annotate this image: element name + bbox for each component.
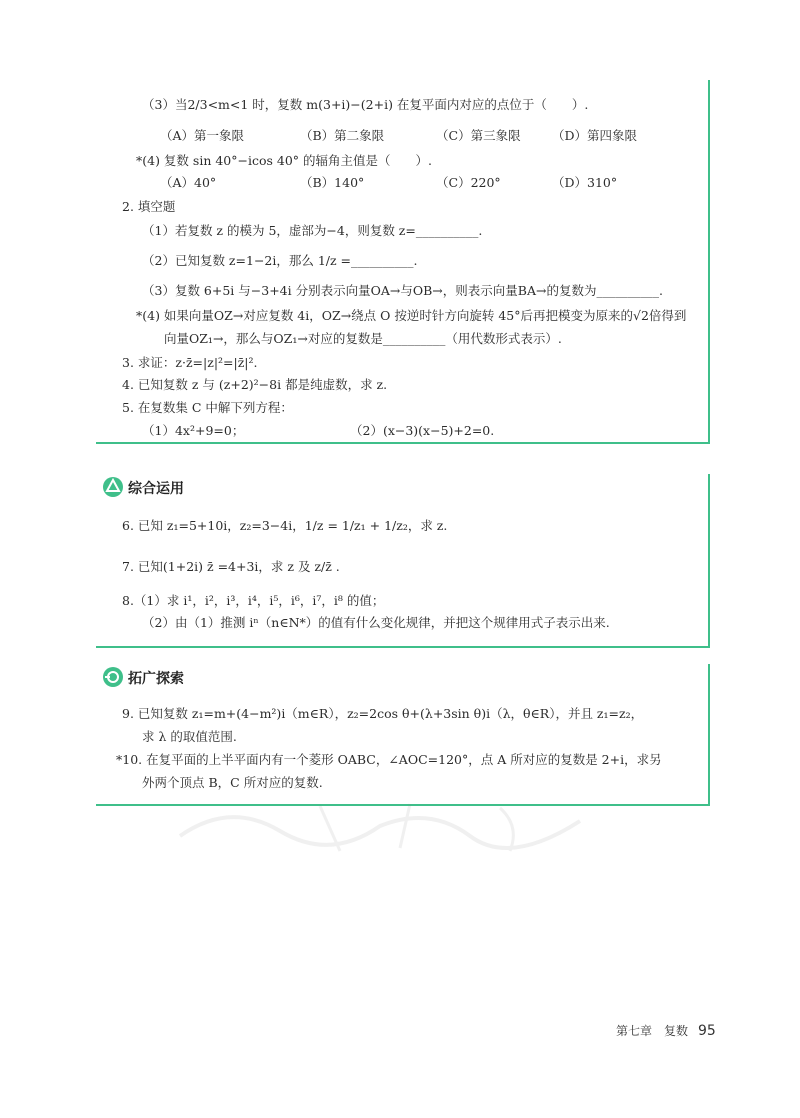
question-5-2: （2）(x−3)(x−5)+2=0. <box>350 423 495 438</box>
option-a: （A）第一象限 <box>160 128 245 143</box>
question-2-title: 2. 填空题 <box>122 199 176 214</box>
question-2-3: （3）复数 6+5i 与−3+4i 分别表示向量OA→与OB→，则表示向量BA→的复数为__________. <box>142 283 663 298</box>
section-title-extension: 拓广探索 <box>128 671 184 687</box>
question-10-line2: 外两个顶点 B，C 所对应的复数. <box>142 775 323 790</box>
option-b: （B）140° <box>300 175 365 190</box>
question-1-4: *(4) 复数 sin 40°−icos 40° 的辐角主值是（ ）. <box>136 153 432 168</box>
question-1-3: （3）当2/3<m<1 时，复数 m(3+i)−(2+i) 在复平面内对应的点位于（ ）. <box>142 97 589 112</box>
question-2-2: （2）已知复数 z=1−2i，那么 1/z =__________. <box>142 253 418 268</box>
section-title-synthesis: 综合运用 <box>128 481 184 497</box>
chapter-label: 第七章 复数 <box>616 1024 689 1038</box>
question-3: 3. 求证：z·z̄=|z|²=|z̄|². <box>122 355 258 370</box>
option-c: （C）220° <box>436 175 501 190</box>
question-4: 4. 已知复数 z 与 (z+2)²−8i 都是纯虚数，求 z. <box>122 377 388 392</box>
question-6: 6. 已知 z₁=5+10i，z₂=3−4i，1/z = 1/z₁ + 1/z₂，求 z. <box>122 518 448 533</box>
option-a: （A）40° <box>160 175 217 190</box>
question-9-line2: 求 λ 的取值范围. <box>142 729 237 744</box>
question-8-1: 8.（1）求 i¹，i²，i³，i⁴，i⁵，i⁶，i⁷，i⁸ 的值； <box>122 593 385 608</box>
page-number: 95 <box>698 1023 716 1039</box>
question-10-line1: *10. 在复平面的上半平面内有一个菱形 OABC，∠AOC=120°，点 A 所对应的复数是 2+i，求另 <box>116 752 662 767</box>
question-5: 5. 在复数集 C 中解下列方程： <box>122 400 293 415</box>
question-5-1: （1）4x²+9=0； <box>142 423 245 438</box>
page-footer <box>616 1022 716 1039</box>
option-b: （B）第二象限 <box>300 128 385 143</box>
question-9-line1: 9. 已知复数 z₁=m+(4−m²)i（m∈R），z₂=2cos θ+(λ+3sin θ)i（λ，θ∈R），并且 z₁=z₂， <box>122 706 644 721</box>
question-2-1: （1）若复数 z 的模为 5，虚部为−4，则复数 z=__________. <box>142 223 483 238</box>
option-d: （D）310° <box>552 175 618 190</box>
question-7: 7. 已知(1+2i) z̄ =4+3i，求 z 及 z/z̄ . <box>122 559 340 574</box>
watermark-logo <box>170 796 590 856</box>
question-2-4-line1: *(4) 如果向量OZ→对应复数 4i，OZ→绕点 O 按逆时针方向旋转 45°后再把模变为原来的√2倍得到 <box>136 308 687 323</box>
option-c: （C）第三象限 <box>436 128 521 143</box>
option-d: （D）第四象限 <box>552 128 638 143</box>
question-8-2: （2）由（1）推测 iⁿ（n∈N*）的值有什么变化规律，并把这个规律用式子表示出来. <box>142 615 610 630</box>
question-2-4-line2: 向量OZ₁→，那么与OZ₁→对应的复数是__________（用代数形式表示）. <box>164 331 562 346</box>
